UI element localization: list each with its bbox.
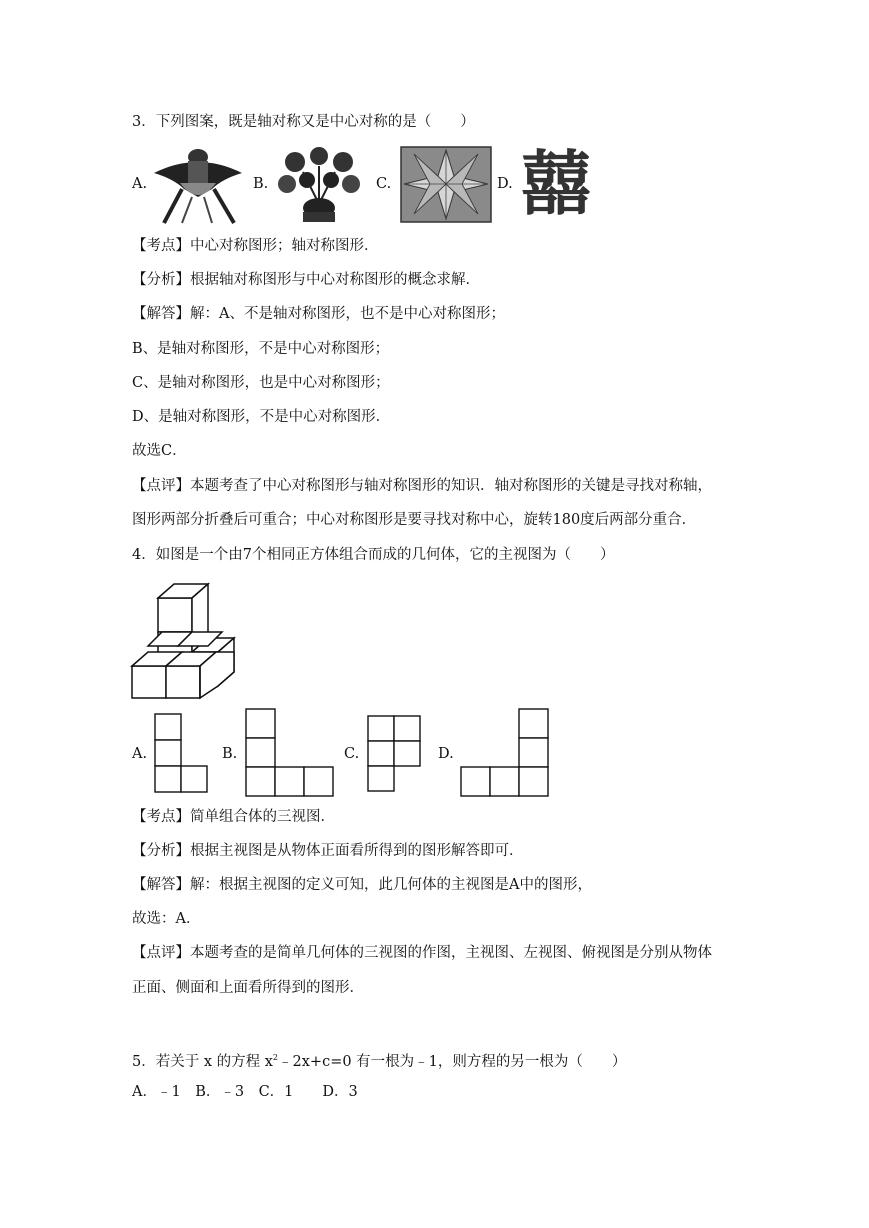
q4-option-c-label: C.: [344, 746, 360, 762]
q3-option-d-label: D.: [497, 176, 513, 192]
q4-dianping-1: 【点评】本题考查的是简单几何体的三视图的作图，主视图、左视图、俯视图是分别从物体: [132, 945, 712, 961]
q3-fenxi: 【分析】根据轴对称图形与中心对称图形的概念求解．: [132, 272, 480, 288]
q3-jieda-3: C、是轴对称图形，也是中心对称图形；: [132, 375, 390, 391]
q3-jieda-5: 故选C．: [132, 443, 187, 459]
q4-option-d-figure: [460, 708, 550, 798]
q3-option-a-label: A.: [132, 176, 148, 192]
q4-jieda-2: 故选：A．: [132, 911, 201, 927]
q3-option-b-figure: [273, 146, 365, 224]
q3-dianping-1: 【点评】本题考查了中心对称图形与轴对称图形的知识．轴对称图形的关键是寻找对称轴，: [132, 478, 712, 494]
q3-option-a-figure: [152, 145, 244, 225]
q3-option-d-figure: 囍: [521, 143, 591, 225]
q4-option-d-label: D.: [438, 746, 454, 762]
q4-stem: 4．如图是一个由7个相同正方体组合而成的几何体，它的主视图为（ ）: [132, 547, 615, 563]
q5-stem-pre: 5．若关于 x 的方程 x: [132, 1053, 273, 1070]
q4-solid-figure: [130, 580, 240, 700]
q3-stem: 3．下列图案，既是轴对称又是中心对称的是（ ）: [132, 114, 475, 130]
q3-jieda-2: B、是轴对称图形，不是中心对称图形；: [132, 341, 390, 357]
q4-jieda-1: 【解答】解：根据主视图的定义可知，此几何体的主视图是A中的图形，: [132, 877, 592, 893]
q5-stem-exponent: 2: [272, 1053, 279, 1062]
q5-stem: [132, 1048, 626, 1072]
q4-kaodian: 【考点】简单组合体的三视图．: [132, 809, 335, 825]
q4-dianping-2: 正面、侧面和上面看所得到的图形．: [132, 980, 364, 996]
q4-fenxi: 【分析】根据主视图是从物体正面看所得到的图形解答即可．: [132, 843, 524, 859]
q3-option-c-figure: [400, 146, 492, 223]
q4-option-a-label: A.: [132, 746, 148, 762]
q4-option-b-figure: [245, 708, 335, 798]
q3-dianping-2: 图形两部分折叠后可重合；中心对称图形是要寻找对称中心，旋转180度后两部分重合．: [132, 512, 697, 528]
q3-option-b-label: B.: [253, 176, 269, 192]
q4-option-b-label: B.: [222, 746, 238, 762]
q5-options: A．﹣1 B．﹣3 C．1 D．3: [132, 1084, 358, 1100]
q3-jieda-1: 【解答】解：A、不是轴对称图形，也不是中心对称图形；: [132, 306, 505, 322]
q3-jieda-4: D、是轴对称图形，不是中心对称图形．: [132, 409, 391, 425]
q4-option-a-figure: [154, 713, 208, 793]
q3-option-c-label: C.: [376, 176, 392, 192]
q5-stem-post: ﹣2x+c=0 有一根为﹣1，则方程的另一根为（ ）: [278, 1053, 627, 1070]
q4-option-c-figure: [367, 715, 421, 793]
q3-kaodian: 【考点】中心对称图形；轴对称图形．: [132, 238, 379, 254]
